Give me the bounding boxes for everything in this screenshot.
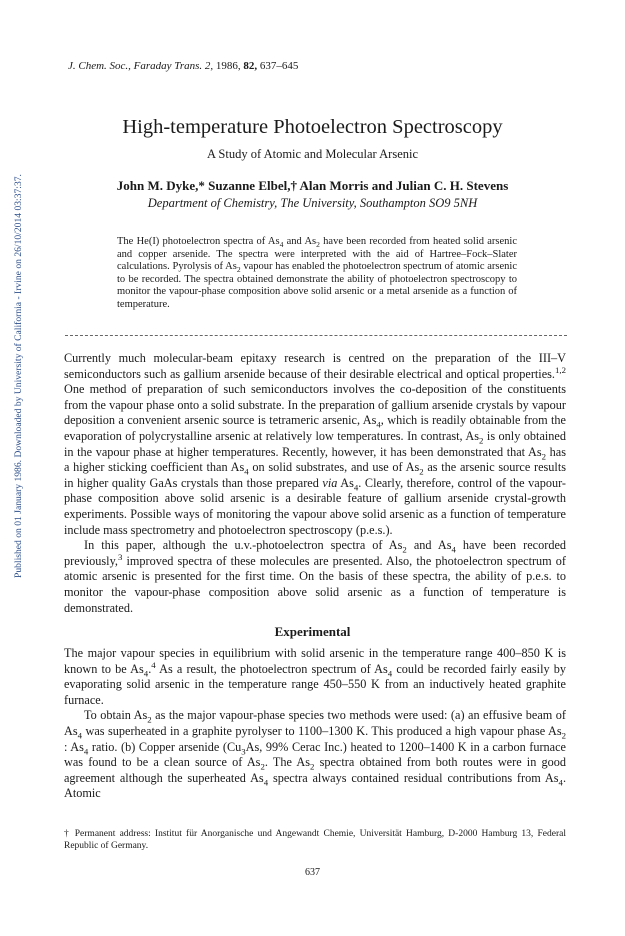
journal-name: J. Chem. Soc., Faraday Trans. 2, xyxy=(68,60,214,72)
intro-paragraph: Currently much molecular-beam epitaxy research is centred on the preparation of the III–V semiconductors such as gallium arsenide because of their desirable electrical and optical properties.$^{1,2}$ One method of preparation of such semiconductors involves the co-deposition of the constituents from the vapour phase onto a solid substrate. In the preparation of gallium arsenide crystals by vapour deposition a convenient arsenic source is tetrameric arsenic, $As_4$, which is readily obtainable from the evaporation of polycrystalline arsenic at relatively low temperatures. In contrast, $As_2$ is only obtained in the vapour phase at higher temperatures. Recently, however, it has been demonstrated that $As_2$ has a higher sticking coefficient than $As_4$ on solid substrates, and use of $As_2$ as the arsenic source results in higher quality GaAs crystals than those prepared via $As_4$. Clearly, therefore, control of the vapour-phase composition above solid arsenic is a desirable feature of gallium arsenide crystal-growth experiments. Possible ways of monitoring the vapour above solid arsenic as a function of temperature include mass spectrometry and photoelectron spectroscopy (p.e.s.). xyxy=(64,351,566,537)
experimental-paragraph: To obtain $As_2$ as the major vapour-phase species two methods were used: (a) an effusive beam of $As_4$ was superheated in a graphite pyrolyser to 1100–1300 K. This produced a high vapour phase $As_2$ : $As_4$ ratio. (b) Copper arsenide ($Cu_3As$, 99% Cerac Inc.) heated to 1200–1400 K in a carbon furnace was found to be a clean source of $As_2$. The $As_2$ spectra obtained from both routes were in good agreement although the superheated $As_4$ spectra always contained residual contributions from $As_4$. Atomic xyxy=(64,708,567,801)
footnote: † Permanent address: Institut für Anorganische und Angewandt Chemie, Universität Hamburg, D-2000 Hamburg 13, Federal Republic of Germany. xyxy=(64,829,566,851)
experimental-paragraph: The major vapour species in equilibrium with solid arsenic in the temperature range 400–850 K is known to be $As_4.^4$ As a result, the photoelectron spectrum of $As_4$ could be recorded fairly easily by evaporating solid arsenic in the temperature range 450–550 K from an inductively heated graphite furnace. xyxy=(64,646,567,707)
journal-volume: 82, xyxy=(243,60,258,72)
author-affiliation: Department of Chemistry, The University, Southampton SO9 5NH xyxy=(147,196,478,210)
page-number: 637 xyxy=(305,867,320,878)
journal-year: 1986, xyxy=(215,60,241,72)
abstract-divider xyxy=(65,335,567,336)
journal-citation xyxy=(68,60,298,72)
abstract: The He(I) photoelectron spectra of $As_4$ and $As_2$ have been recorded from heated solid arsenic and copper arsenide. The spectra were interpreted with the aid of Hartree–Fock–Slater calculations. Pyrolysis of $As_2$ vapour has enabled the photoelectron spectrum of atomic arsenic to be recorded. The spectra obtained demonstrate the ability of photoelectron spectroscopy to monitor the vapour-phase composition above solid arsenic or a metal arsenide as a function of temperature. xyxy=(117,236,517,310)
experimental-section xyxy=(64,646,566,802)
author-list: John M. Dyke,* Suzanne Elbel,† Alan Morris and Julian C. H. Stevens xyxy=(116,178,509,193)
journal-pages: 637–645 xyxy=(259,60,299,72)
download-watermark-text: Published on 01 January 1986. Downloaded by University of California - Irvine on 26/10/2014 03:37:37. xyxy=(13,174,24,578)
introduction xyxy=(64,351,566,616)
intro-paragraph: In this paper, although the u.v.-photoelectron spectra of $As_2$ and $As_4$ have been recorded previously,$^3$ improved spectra of these molecules are presented. Also, the photoelectron spectrum of atomic arsenic is presented for the first time. On the basis of these spectra, the ability of p.e.s. to monitor the vapour-phase composition above solid arsenic as a function of temperature is demonstrated. xyxy=(64,538,567,615)
section-heading: Experimental xyxy=(274,624,351,639)
paper-title: High-temperature Photoelectron Spectroscopy xyxy=(122,116,503,138)
paper-subtitle: A Study of Atomic and Molecular Arsenic xyxy=(206,147,419,161)
